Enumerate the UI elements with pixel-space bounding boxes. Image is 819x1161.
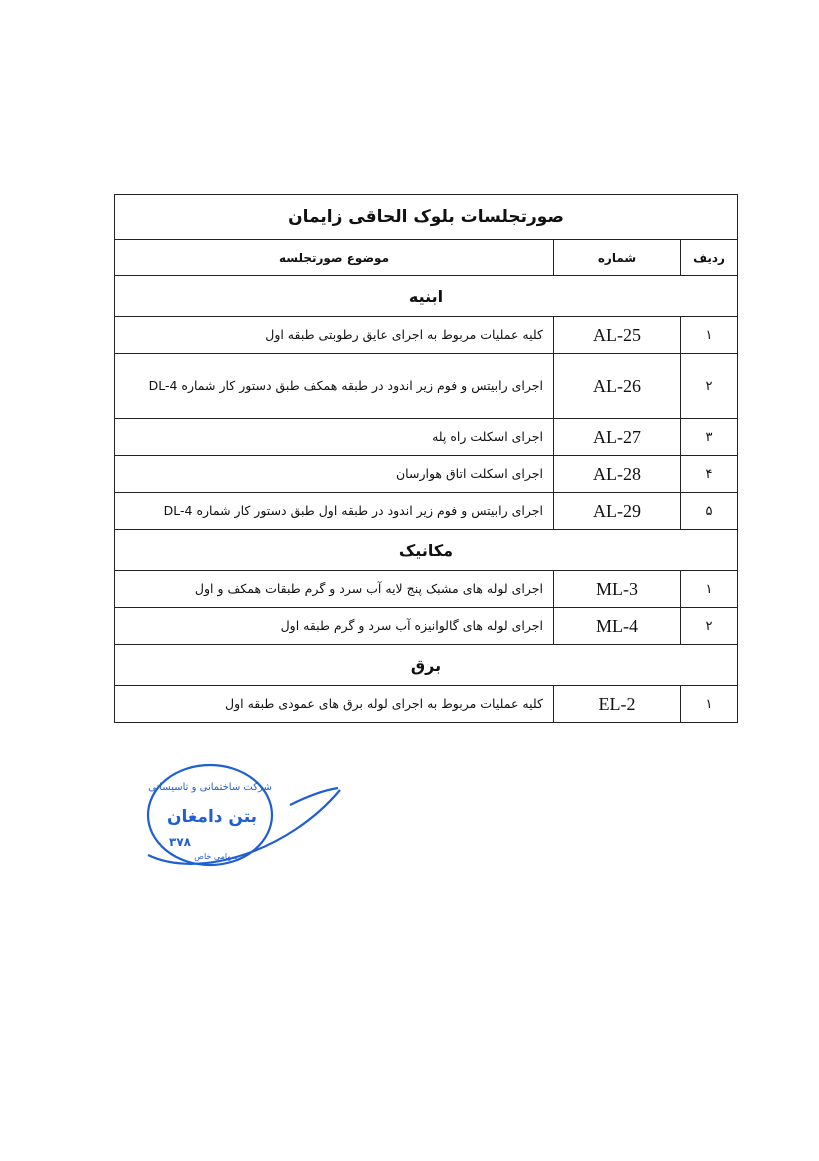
minutes-sheet — [114, 194, 737, 723]
row-index: ۱ — [681, 317, 738, 354]
stamp-text-company: شرکت ساختمانی و تاسیساتی — [148, 782, 272, 793]
minutes-number: AL-29 — [554, 493, 681, 530]
minutes-subject: اجرای رابیتس و فوم زیر اندود در طبقه همکف طبق دستور کار شماره DL-4 — [115, 354, 554, 419]
minutes-subject: اجرای لوله های مشبک پنج لایه آب سرد و گرم طبقات همکف و اول — [115, 571, 554, 608]
minutes-subject: اجرای اسکلت اتاق هوارسان — [115, 456, 554, 493]
stamp-text-number: ۳۷۸ — [169, 835, 191, 849]
header-number: شماره — [554, 240, 681, 276]
row-index: ۲ — [681, 354, 738, 419]
table-row — [115, 493, 738, 530]
stamp-text-name: بتن دامغان — [166, 807, 258, 827]
document-title: صورتجلسات بلوک الحاقی زایمان — [115, 195, 738, 240]
section-title-building: ابنیه — [115, 276, 738, 317]
header-row-number: ردیف — [681, 240, 738, 276]
section-header — [115, 530, 738, 571]
company-stamp — [140, 760, 350, 880]
table-row — [115, 354, 738, 419]
minutes-subject: اجرای لوله های گالوانیزه آب سرد و گرم طبقه اول — [115, 608, 554, 645]
table-row — [115, 456, 738, 493]
row-index: ۳ — [681, 419, 738, 456]
section-title-mechanical: مکانیک — [115, 530, 738, 571]
stamp-text-type: سهامی خاص — [194, 852, 238, 861]
row-index: ۵ — [681, 493, 738, 530]
header-row — [115, 240, 738, 276]
stamp-swoosh-tail — [290, 788, 338, 805]
minutes-number: AL-26 — [554, 354, 681, 419]
table-row — [115, 608, 738, 645]
row-index: ۱ — [681, 571, 738, 608]
minutes-number: ML-3 — [554, 571, 681, 608]
section-title-electrical: برق — [115, 645, 738, 686]
row-index: ۲ — [681, 608, 738, 645]
minutes-subject: اجرای اسکلت راه پله — [115, 419, 554, 456]
minutes-number: ML-4 — [554, 608, 681, 645]
minutes-table — [114, 194, 738, 723]
section-header — [115, 276, 738, 317]
table-row — [115, 317, 738, 354]
header-subject: موضوع صورتجلسه — [115, 240, 554, 276]
minutes-number: EL-2 — [554, 686, 681, 723]
row-index: ۱ — [681, 686, 738, 723]
minutes-number: AL-25 — [554, 317, 681, 354]
row-index: ۴ — [681, 456, 738, 493]
section-header — [115, 645, 738, 686]
table-row — [115, 571, 738, 608]
title-row — [115, 195, 738, 240]
table-row — [115, 419, 738, 456]
minutes-subject: اجرای رابیتس و فوم زیر اندود در طبقه اول طبق دستور کار شماره DL-4 — [115, 493, 554, 530]
minutes-subject: کلیه عملیات مربوط به اجرای لوله برق های عمودی طبقه اول — [115, 686, 554, 723]
table-row — [115, 686, 738, 723]
minutes-number: AL-28 — [554, 456, 681, 493]
minutes-number: AL-27 — [554, 419, 681, 456]
minutes-subject: کلیه عملیات مربوط به اجرای عایق رطوبتی طبقه اول — [115, 317, 554, 354]
